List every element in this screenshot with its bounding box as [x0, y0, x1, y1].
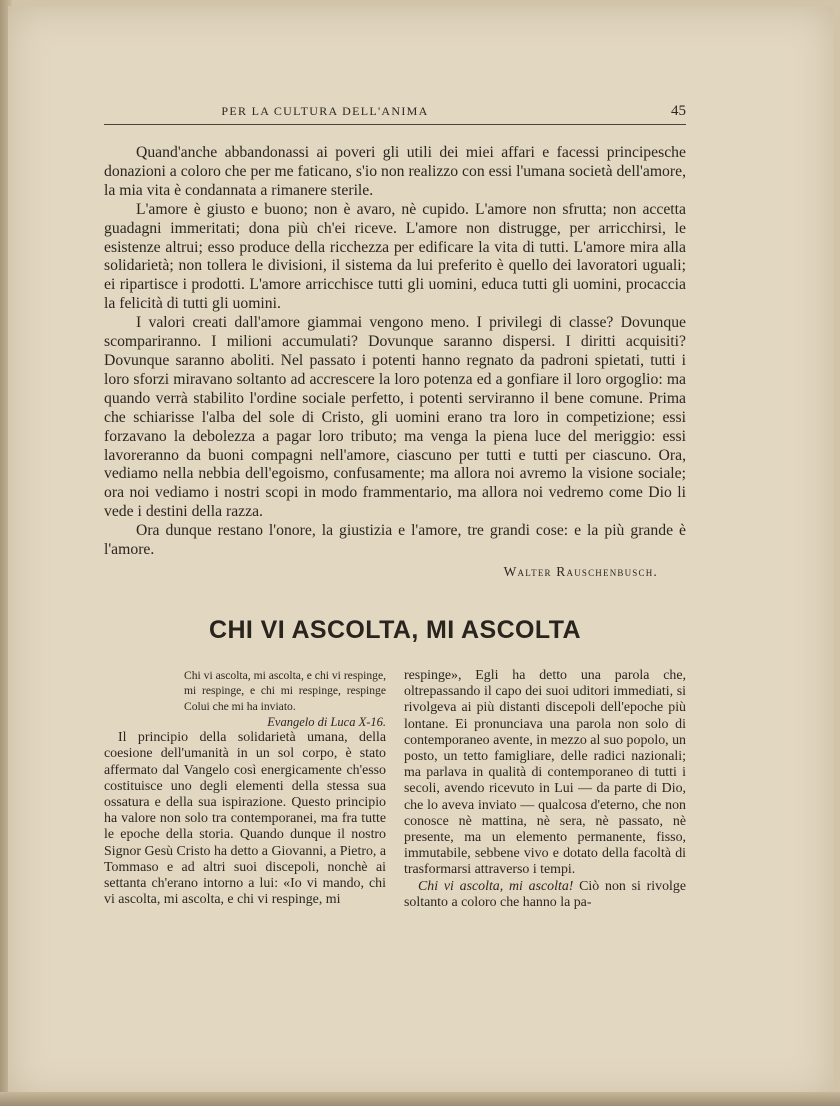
italic-quote: Chi vi ascolta, mi ascolta!	[418, 878, 574, 894]
paragraph: I valori creati dall'amore giammai vengono meno. I privilegi di classe? Dovunque scompariranno. I milioni accumulati? Dovunque saranno dispersi. I diritti acquisiti? Dovunque saranno aboliti. Nel passato i potenti hanno regnato da padroni spietati, tutti i loro sforzi miravano soltanto ad accrescere la loro potenza ed a gonfiare il loro orgoglio: ma quando verrà stabilito l'ordine sociale perfetto, i potenti serviranno il bene comune. Prima che schiarisse l'alba del sole di Cristo, gli uomini erano tra loro in competizione; essi forzavano la debolezza a pagar loro tributo; ma venga la piena luce del meriggio: essi lavoreranno da buoni compagni nell'amore, ciascuno per tutti e tutti per ciascuno. Ora, vediamo nella nebbia dell'egoismo, confusamente; ma allora noi avremo la visione sociale; ora noi vediamo i nostri scopi in modo frammentario, ma allora noi vedremo come Dio li vede i destini della razza.	[104, 314, 686, 521]
author-signature: Walter Rauschenbusch.	[503, 564, 658, 579]
epigraph: Chi vi ascolta, mi ascolta, e chi vi respinge, mi respinge, e chi mi respinge, respinge Colui che mi ha inviato.	[184, 669, 386, 713]
article-title: CHI VI ASCOLTA, MI ASCOLTA	[209, 616, 581, 644]
article-left-column	[104, 668, 386, 908]
running-title: PER LA CULTURA DELL'ANIMA	[221, 104, 429, 118]
running-header	[104, 104, 686, 124]
column-text: Il principio della solidarietà umana, della coesione dell'umanità in un sol corpo, è stato affermato dal Vangelo così energicamente ch'esso costituisce uno degli elementi della stessa sua ossatura e della sua ispirazione. Questo principio ha valore non solo tra contemporanei, ma fra tutte le epoche della storia. Quando dunque il nostro Signor Gesù Cristo ha detto a Giovanni, a Pietro, a Tommaso e ad altri suoi discepoli, nonchè ai settanta ch'erano intorno a lui: «Io vi mando, chi vi ascolta, mi ascolta, e chi vi respinge, mi	[104, 730, 387, 908]
column-text: respinge», Egli ha detto una parola che, oltrepassando il capo dei suoi uditori immediati, si rivolgeva ai più distanti discepoli dell'epoche più lontane. Ei pronunciava una parola non solo di contemporaneo avente, in mezzo al suo popolo, un posto, un tetto famigliare, delle radici nazionali; ma parlava in qualità di contemporaneo di tutti i secoli, avendo ricevuto in Lui — da parte di Dio, che lo aveva inviato — qualcosa d'eterno, che non conosce nè mattina, nè sera, nè passato, nè presente, ma un elemento permanente, fisso, immutabile, sebbene vivo e dotato della facoltà di trasformarsi attraverso i tempi.	[404, 668, 686, 878]
column-text-tail: Ciò non si rivolge soltanto a coloro che hanno la pa-	[404, 878, 686, 910]
paragraph: L'amore è giusto e buono; non è avaro, nè cupido. L'amore non sfrutta; non accetta guadagni immeritati; dona più ch'ei riceve. L'amore non distrugge, per arricchirsi, le esistenze altrui; esso produce della ricchezza per edificare la vita di tutti. L'amore mira alla solidarietà; non tollera le divisioni, il sistema da lui preferito è quello dei lavoratori uguali; ei ripartisce i prodotti. L'amore arricchisce tutti gli uomini, educa tutti gli uomini, procaccia la felicità di tutti gli uomini.	[104, 200, 686, 313]
page-number: 45	[671, 103, 686, 119]
previous-article-body	[104, 144, 686, 560]
header-rule	[104, 124, 686, 125]
article-right-column	[404, 668, 686, 911]
paragraph: Quand'anche abbandonassi ai poveri gli utili dei miei affari e facessi principesche donazioni a coloro che per me faticano, s'io non realizzo con essi l'umana società dell'amore, la mia vita è condannata a rimanere sterile.	[104, 144, 686, 199]
paragraph: Ora dunque restano l'onore, la giustizia e l'amore, tre grandi cose: e la più grande è l'amore.	[104, 522, 686, 559]
page-bottom-edge	[0, 1092, 840, 1106]
epigraph-source: Evangelo di Luca X-16.	[267, 714, 386, 729]
column-text-continued	[404, 879, 686, 911]
